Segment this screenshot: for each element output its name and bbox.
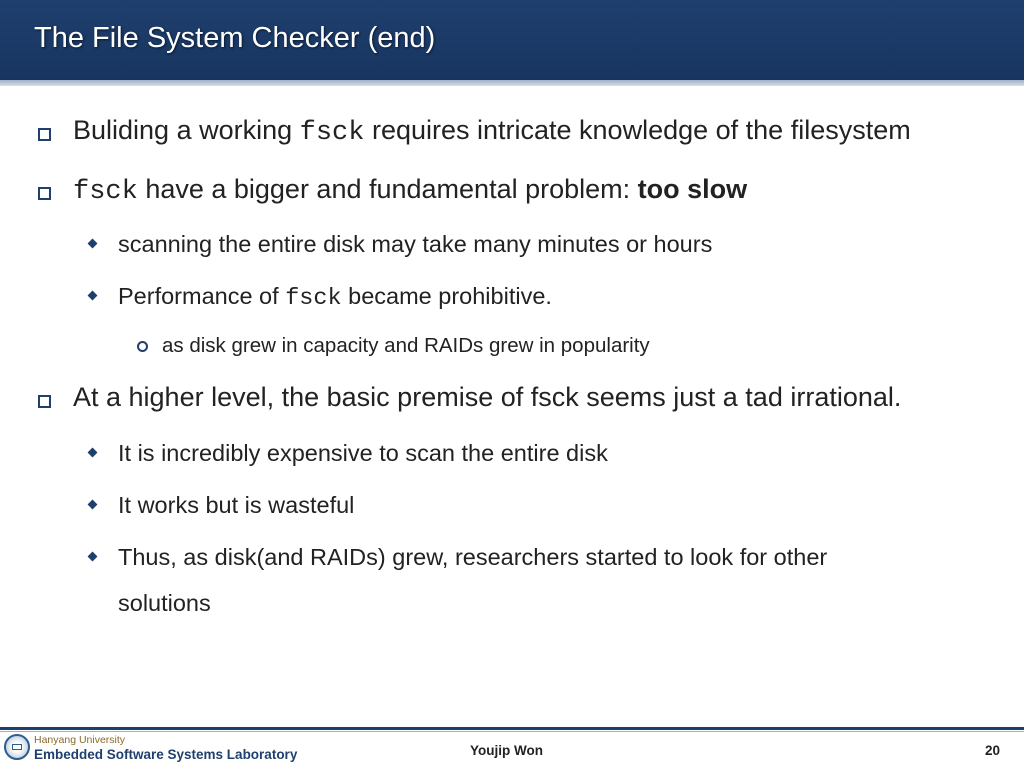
diamond-bullet-icon xyxy=(88,291,98,301)
seal-emblem xyxy=(12,744,22,750)
bullet-text: have a bigger and fundamental problem: xyxy=(137,174,638,204)
sub-bullet-item: Thus, as disk(and RAIDs) grew, researchers started to look for other xyxy=(118,544,828,570)
sub-bullet-item: It works but is wasteful xyxy=(118,492,355,518)
footer-divider-light xyxy=(0,731,1024,732)
square-bullet-icon xyxy=(38,128,51,141)
square-bullet-icon xyxy=(38,187,51,200)
page-number: 20 xyxy=(985,743,1001,758)
bullet-item-3: At a higher level, the basic premise of fsck seems just a tad irrational. xyxy=(73,382,902,412)
diamond-bullet-icon xyxy=(88,448,98,458)
university-name: Hanyang University xyxy=(34,734,126,746)
code-fsck: fsck xyxy=(73,177,138,207)
bullet-text: requires intricate knowledge of the filesystem xyxy=(364,115,911,145)
footer-divider xyxy=(0,727,1024,730)
slide-title: The File System Checker (end) xyxy=(34,22,436,54)
sub-bullet-item xyxy=(118,283,552,312)
bullet-text: became prohibitive. xyxy=(341,283,552,309)
bullet-item-2 xyxy=(73,174,747,207)
diamond-bullet-icon xyxy=(88,500,98,510)
sub-bullet-item-continued: solutions xyxy=(118,590,211,616)
circle-bullet-icon xyxy=(137,341,148,352)
sub-bullet-item: scanning the entire disk may take many minutes or hours xyxy=(118,231,713,257)
title-underline xyxy=(0,80,1024,86)
bullet-item-1 xyxy=(73,115,911,148)
code-fsck: fsck xyxy=(285,285,342,312)
bullet-text: Performance of xyxy=(118,283,286,309)
diamond-bullet-icon xyxy=(88,552,98,562)
university-seal-icon xyxy=(4,734,30,760)
sub-sub-bullet-item: as disk grew in capacity and RAIDs grew in popularity xyxy=(162,334,650,357)
bullet-text: Buliding a working xyxy=(73,115,300,145)
diamond-bullet-icon xyxy=(88,239,98,249)
square-bullet-icon xyxy=(38,395,51,408)
lab-name: Embedded Software Systems Laboratory xyxy=(34,747,298,762)
emphasis-too-slow: too slow xyxy=(637,174,748,204)
author-name: Youjip Won xyxy=(470,743,543,758)
code-fsck: fsck xyxy=(299,118,365,148)
sub-bullet-item: It is incredibly expensive to scan the entire disk xyxy=(118,440,608,466)
